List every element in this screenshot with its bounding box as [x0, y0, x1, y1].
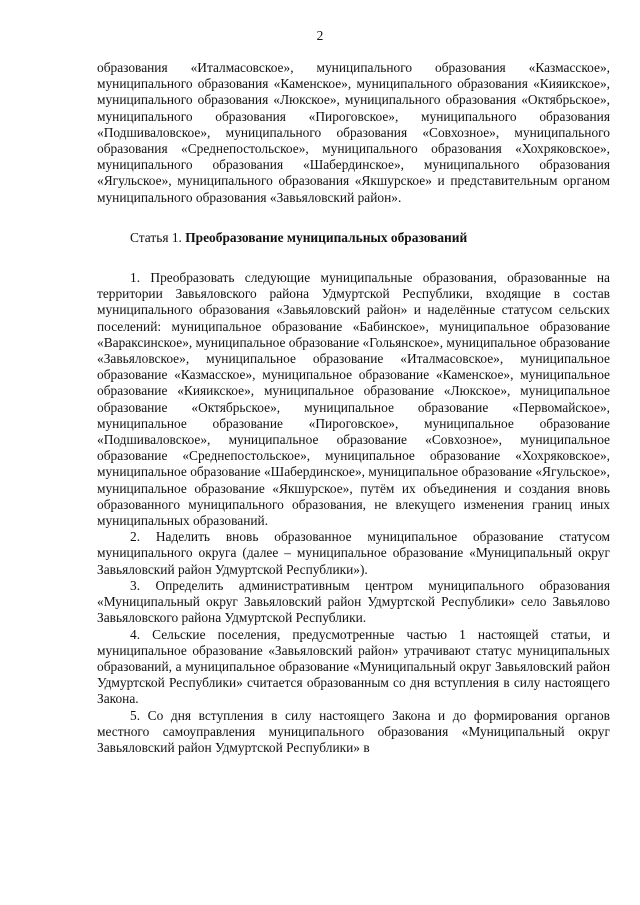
intro-paragraph: образования «Италмасовское», муниципального образования «Казмасское», муниципального образования «Каменское», муниципального образования «Кияикское», муниципального образования «Люкское», муниципального образования «Октябрьское», муниципального образования «Пироговское», муниципального образования «Подшиваловское», муниципального образования «Совхозное», муниципального образования «Среднепостольское», муниципального образования «Хохряковское», муниципального образования «Шабердинское», муниципального образования «Ягульское», муниципального образования «Якшурское» и представительным органом муниципального образования «Завьяловский район». — [97, 60, 610, 205]
article-title: Преобразование муниципальных образований — [185, 229, 468, 245]
page-number: 2 — [316, 28, 324, 43]
paragraph-3: 3. Определить административным центром муниципального образования «Муниципальный округ Завьяловский район Удмуртской Республики» село Завьялово Завьяловского района Удмуртской Республики. — [97, 577, 610, 626]
document-body — [97, 60, 610, 756]
article-heading — [97, 230, 610, 246]
paragraph-5: 5. Со дня вступления в силу настоящего Закона и до формирования органов местного самоуправления муниципального образования «Муниципальный округ Завьяловский район Удмуртской Республики» в — [97, 707, 610, 755]
paragraph-4: 4. Сельские поселения, предусмотренные частью 1 настоящей статьи, и муниципальное образование «Завьяловский район» утрачивают статус муниципальных образований, а муниципальное образование «Муниципальный округ Завьяловский район Удмуртской Республики» считается образованным со дня вступления в силу настоящего Закона. — [97, 626, 610, 707]
paragraph-2: 2. Наделить вновь образованное муниципальное образование статусом муниципального округа (далее – муниципальное образование «Муниципальный округ Завьяловский район Удмуртской Республики»). — [97, 529, 610, 577]
article-label: Статья 1. — [130, 229, 182, 245]
paragraph-1: 1. Преобразовать следующие муниципальные образования, образованные на территории Завьяловского района Удмуртской Республики, входящие в состав муниципального образования «Завьяловский район» и наделённые статусом сельских поселений: муниципальное образование «Бабинское», муниципальное образование «Вараксинское», муниципальное образование «Гольянское», муниципальное образование «Завьяловское», муниципальное образование «Италмасовское», муниципальное образование «Казмасское», муниципальное образование «Каменское», муниципальное образование «Кияикское», муниципальное образование «Люкское», муниципальное образование «Октябрьское», муниципальное образование «Первомайское», муниципальное образование «Пироговское», муниципальное образование «Подшиваловское», муниципальное образование «Совхозное», муниципальное образование «Среднепостольское», муниципальное образование «Хохряковское», муниципальное образование «Шабердинское», муниципальное образование «Ягульское», муниципальное образование «Якшурское», путём их объединения и создания вновь образованного муниципального образования, не влекущего изменения границ иных муниципальных образований. — [97, 270, 610, 529]
